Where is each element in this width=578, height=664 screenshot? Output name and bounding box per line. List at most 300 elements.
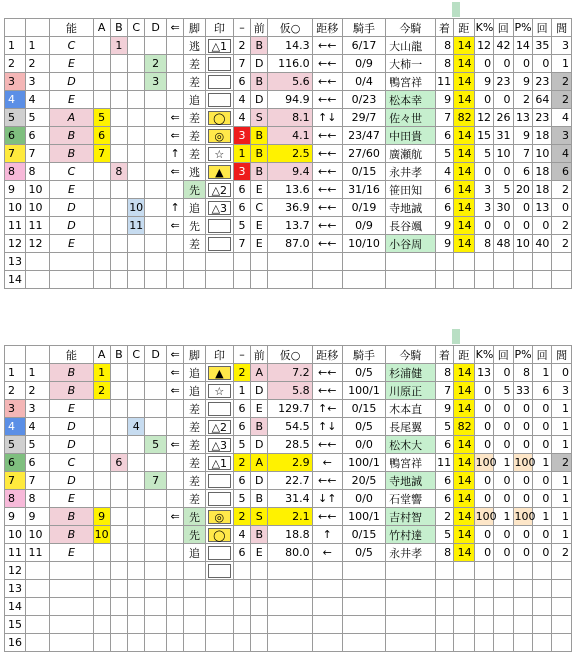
cell-jockey	[386, 271, 436, 289]
cell-jockey-record: 100/1	[342, 508, 385, 526]
cell-col-a	[93, 418, 110, 436]
cell-horse-num: 5	[25, 109, 50, 127]
col-header-k-count: 回	[494, 346, 513, 364]
cell-style	[184, 598, 206, 616]
cell-interval: 1	[552, 490, 572, 508]
table-row[interactable]	[5, 580, 572, 598]
cell-prev: 1	[233, 382, 250, 400]
cell-mark	[205, 109, 233, 127]
cell-dist-move: ↑	[312, 526, 342, 544]
cell-prev: 6	[233, 472, 250, 490]
cell-prev: 1	[233, 145, 250, 163]
cell-style	[184, 580, 206, 598]
cell-col-c	[128, 253, 145, 271]
cell-col-d	[145, 163, 167, 181]
table-row[interactable]	[5, 199, 572, 217]
cell-finish: 9	[435, 235, 453, 253]
cell-prev-grade: E	[251, 400, 268, 418]
cell-jockey-record: 10/10	[342, 235, 385, 253]
cell-distance	[454, 253, 475, 271]
cell-horse-num: 2	[25, 382, 50, 400]
cell-odds: 2.9	[268, 454, 312, 472]
mark-box[interactable]: ◎	[208, 129, 231, 143]
cell-interval: 2	[552, 181, 572, 199]
cell-style: 差	[184, 490, 206, 508]
cell-dist-move	[312, 253, 342, 271]
cell-mark	[205, 616, 233, 634]
mark-box[interactable]	[208, 546, 231, 560]
cell-dist-move: ↑←	[312, 400, 342, 418]
cell-prev-grade: B	[251, 526, 268, 544]
cell-dist-move: ←←	[312, 127, 342, 145]
cell-odds: 54.5	[268, 418, 312, 436]
table-row[interactable]	[5, 454, 572, 472]
cell-col-c	[128, 490, 145, 508]
cell-finish	[435, 253, 453, 271]
cell-p-count	[532, 253, 551, 271]
mark-box[interactable]: △1	[208, 456, 231, 470]
cell-interval: 3	[552, 382, 572, 400]
cell-finish: 6	[435, 472, 453, 490]
cell-col-c	[128, 598, 145, 616]
cell-mark	[205, 127, 233, 145]
cell-style: 逃	[184, 163, 206, 181]
table-row[interactable]	[5, 508, 572, 526]
cell-move: ↑	[166, 199, 183, 217]
cell-col-c	[128, 472, 145, 490]
cell-col-c	[128, 616, 145, 634]
mark-box[interactable]: ▲	[208, 165, 231, 179]
cell-k-pct: 5	[474, 145, 493, 163]
col-header-jockey-record: 騎手	[342, 19, 385, 37]
cell-rank	[50, 634, 93, 652]
cell-horse-num: 8	[25, 163, 50, 181]
table-row[interactable]	[5, 400, 572, 418]
cell-odds: 4.1	[268, 127, 312, 145]
cell-col-b	[110, 616, 127, 634]
cell-p-count	[532, 271, 551, 289]
cell-interval	[552, 271, 572, 289]
cell-jockey	[386, 562, 436, 580]
cell-interval	[552, 253, 572, 271]
table-row[interactable]	[5, 544, 572, 562]
cell-k-count: 30	[494, 199, 513, 217]
cell-interval: 1	[552, 418, 572, 436]
cell-distance: 82	[454, 109, 475, 127]
cell-finish: 6	[435, 490, 453, 508]
cell-interval: 2	[552, 91, 572, 109]
cell-prev-grade	[251, 562, 268, 580]
cell-prev: 2	[233, 364, 250, 382]
cell-jockey: 松本幸	[386, 91, 436, 109]
cell-move	[166, 580, 183, 598]
col-header-p-pct: P%	[513, 19, 532, 37]
cell-mark	[205, 526, 233, 544]
cell-odds: 7.2	[268, 364, 312, 382]
cell-horse-num: 6	[25, 454, 50, 472]
cell-mark	[205, 544, 233, 562]
cell-mark	[205, 37, 233, 55]
mark-box[interactable]	[208, 219, 231, 233]
cell-col-d	[145, 235, 167, 253]
col-header-col-b: B	[110, 346, 127, 364]
cell-row-num: 7	[5, 472, 26, 490]
cell-prev-grade	[251, 580, 268, 598]
cell-k-pct	[474, 253, 493, 271]
cell-col-a: 1	[93, 364, 110, 382]
cell-finish: 5	[435, 418, 453, 436]
cell-jockey: 吉村智	[386, 508, 436, 526]
cell-move: ⇐	[166, 127, 183, 145]
cell-col-b	[110, 526, 127, 544]
cell-jockey-record: 0/5	[342, 418, 385, 436]
mark-box[interactable]: △3	[208, 201, 231, 215]
cell-prev: 5	[233, 217, 250, 235]
cell-jockey: 佐々世	[386, 109, 436, 127]
cell-col-a: 5	[93, 109, 110, 127]
cell-move	[166, 544, 183, 562]
cell-jockey-record: 23/47	[342, 127, 385, 145]
cell-k-count	[494, 598, 513, 616]
cell-rank	[50, 616, 93, 634]
cell-style: 差	[184, 235, 206, 253]
table-row[interactable]	[5, 163, 572, 181]
cell-col-c	[128, 634, 145, 652]
cell-finish: 6	[435, 199, 453, 217]
cell-prev	[233, 634, 250, 652]
cell-row-num: 6	[5, 454, 26, 472]
cell-col-d	[145, 616, 167, 634]
table-row[interactable]	[5, 91, 572, 109]
cell-move: ⇐	[166, 436, 183, 454]
table-row[interactable]	[5, 145, 572, 163]
cell-p-count: 1	[532, 364, 551, 382]
cell-interval: 1	[552, 55, 572, 73]
mark-box[interactable]: ▲	[208, 366, 231, 380]
cell-p-count: 0	[532, 472, 551, 490]
cell-col-a: 6	[93, 127, 110, 145]
cell-distance: 14	[454, 217, 475, 235]
cell-finish	[435, 598, 453, 616]
cell-jockey-record: 0/23	[342, 91, 385, 109]
cell-horse-num	[25, 562, 50, 580]
cell-col-b	[110, 580, 127, 598]
cell-prev-grade	[251, 634, 268, 652]
cell-rank: D	[50, 418, 93, 436]
cell-row-num: 7	[5, 145, 26, 163]
table-row[interactable]	[5, 472, 572, 490]
cell-row-num: 12	[5, 235, 26, 253]
col-header-interval: 閭	[552, 19, 572, 37]
cell-p-pct: 33	[513, 382, 532, 400]
mark-box[interactable]	[208, 93, 231, 107]
cell-k-pct: 0	[474, 382, 493, 400]
cell-jockey: 寺地誠	[386, 199, 436, 217]
cell-col-d: 3	[145, 73, 167, 91]
cell-col-b	[110, 418, 127, 436]
cell-distance: 14	[454, 235, 475, 253]
cell-col-c	[128, 91, 145, 109]
cell-k-pct	[474, 634, 493, 652]
cell-odds: 8.1	[268, 109, 312, 127]
cell-col-a	[93, 436, 110, 454]
cell-k-pct: 0	[474, 436, 493, 454]
cell-distance: 14	[454, 91, 475, 109]
mark-box[interactable]: △1	[208, 39, 231, 53]
cell-prev-grade	[251, 616, 268, 634]
cell-move: ⇐	[166, 364, 183, 382]
cell-interval: 2	[552, 235, 572, 253]
mark-box[interactable]	[208, 237, 231, 251]
cell-distance: 14	[454, 400, 475, 418]
cell-k-pct	[474, 580, 493, 598]
cell-p-count: 18	[532, 163, 551, 181]
mark-box[interactable]: △2	[208, 183, 231, 197]
cell-mark	[205, 382, 233, 400]
mark-box[interactable]: ◯	[208, 111, 231, 125]
table-row[interactable]	[5, 55, 572, 73]
cell-dist-move: ↓↑	[312, 490, 342, 508]
mark-box[interactable]	[208, 492, 231, 506]
cell-distance	[454, 271, 475, 289]
cell-p-count	[532, 598, 551, 616]
cell-p-count: 18	[532, 181, 551, 199]
cell-k-pct	[474, 271, 493, 289]
cell-p-count: 13	[532, 199, 551, 217]
cell-style	[184, 271, 206, 289]
race-1-table	[4, 18, 572, 289]
cell-k-count: 0	[494, 217, 513, 235]
cell-move	[166, 634, 183, 652]
cell-col-a	[93, 91, 110, 109]
cell-k-pct: 100	[474, 508, 493, 526]
cell-interval: 6	[552, 163, 572, 181]
table-row[interactable]	[5, 526, 572, 544]
cell-horse-num: 11	[25, 544, 50, 562]
cell-mark	[205, 145, 233, 163]
col-header-jockey: 今騎	[386, 19, 436, 37]
cell-col-b	[110, 544, 127, 562]
cell-dist-move	[312, 580, 342, 598]
table-row[interactable]	[5, 271, 572, 289]
cell-col-a: 2	[93, 382, 110, 400]
cell-distance: 14	[454, 127, 475, 145]
cell-prev: 2	[233, 454, 250, 472]
cell-k-pct: 0	[474, 472, 493, 490]
mark-box[interactable]: ☆	[208, 384, 231, 398]
cell-col-a: 10	[93, 526, 110, 544]
mark-box[interactable]: ☆	[208, 147, 231, 161]
cell-p-count: 6	[532, 382, 551, 400]
cell-distance: 14	[454, 73, 475, 91]
cell-interval: 2	[552, 217, 572, 235]
cell-jockey: 大柿一	[386, 55, 436, 73]
cell-col-d	[145, 181, 167, 199]
cell-dist-move	[312, 616, 342, 634]
table-row[interactable]	[5, 253, 572, 271]
mark-box[interactable]	[208, 75, 231, 89]
cell-style: 差	[184, 418, 206, 436]
cell-finish: 8	[435, 55, 453, 73]
mark-box[interactable]: ◎	[208, 510, 231, 524]
cell-finish	[435, 634, 453, 652]
cell-col-d	[145, 544, 167, 562]
cell-prev-grade: D	[251, 55, 268, 73]
cell-col-b	[110, 562, 127, 580]
header-row	[5, 19, 572, 37]
cell-prev-grade	[251, 253, 268, 271]
cell-distance: 14	[454, 526, 475, 544]
cell-finish: 4	[435, 163, 453, 181]
cell-p-pct: 0	[513, 490, 532, 508]
mark-box[interactable]	[208, 402, 231, 416]
cell-k-count: 0	[494, 91, 513, 109]
col-header-rank: 能	[50, 346, 93, 364]
cell-prev-grade: D	[251, 382, 268, 400]
cell-jockey	[386, 634, 436, 652]
cell-style: 差	[184, 145, 206, 163]
cell-style: 差	[184, 109, 206, 127]
cell-distance: 14	[454, 37, 475, 55]
cell-move: ↑	[166, 145, 183, 163]
mark-box[interactable]	[208, 564, 231, 578]
cell-horse-num: 7	[25, 472, 50, 490]
cell-finish: 7	[435, 382, 453, 400]
table-row[interactable]	[5, 616, 572, 634]
cell-row-num: 10	[5, 526, 26, 544]
cell-distance: 14	[454, 55, 475, 73]
cell-prev: 6	[233, 418, 250, 436]
table-row[interactable]	[5, 634, 572, 652]
cell-col-b	[110, 235, 127, 253]
cell-prev: 4	[233, 109, 250, 127]
table-row[interactable]	[5, 382, 572, 400]
cell-col-b	[110, 181, 127, 199]
table-row[interactable]	[5, 127, 572, 145]
cell-row-num: 14	[5, 271, 26, 289]
cell-k-count: 26	[494, 109, 513, 127]
mark-box[interactable]	[208, 474, 231, 488]
cell-distance: 14	[454, 436, 475, 454]
cell-move	[166, 400, 183, 418]
col-header-row-num	[5, 346, 26, 364]
cell-p-pct: 0	[513, 55, 532, 73]
cell-jockey-record: 27/60	[342, 145, 385, 163]
mark-box[interactable]	[208, 57, 231, 71]
cell-col-d	[145, 490, 167, 508]
table-row[interactable]	[5, 109, 572, 127]
table-row[interactable]	[5, 217, 572, 235]
cell-odds	[268, 253, 312, 271]
table-row[interactable]	[5, 37, 572, 55]
cell-move	[166, 616, 183, 634]
cell-p-pct: 14	[513, 37, 532, 55]
cell-odds	[268, 598, 312, 616]
table-row[interactable]	[5, 490, 572, 508]
table-row[interactable]	[5, 364, 572, 382]
cell-interval	[552, 616, 572, 634]
cell-jockey-record	[342, 634, 385, 652]
cell-rank: E	[50, 91, 93, 109]
cell-interval: 1	[552, 472, 572, 490]
cell-prev-grade: D	[251, 436, 268, 454]
cell-k-count	[494, 271, 513, 289]
cell-move	[166, 271, 183, 289]
cell-distance: 14	[454, 508, 475, 526]
cell-jockey-record: 0/4	[342, 73, 385, 91]
table-row[interactable]	[5, 73, 572, 91]
cell-dist-move	[312, 634, 342, 652]
table-row[interactable]	[5, 562, 572, 580]
cell-jockey: 川原正	[386, 382, 436, 400]
cell-jockey-record	[342, 580, 385, 598]
race-2-header	[4, 329, 572, 345]
cell-jockey-record: 0/0	[342, 490, 385, 508]
cell-k-pct: 15	[474, 127, 493, 145]
col-header-prev: –	[233, 19, 250, 37]
cell-dist-move: ←←	[312, 163, 342, 181]
cell-interval: 2	[552, 73, 572, 91]
cell-prev-grade: D	[251, 472, 268, 490]
cell-horse-num: 8	[25, 490, 50, 508]
cell-mark	[205, 217, 233, 235]
cell-col-c: 4	[128, 418, 145, 436]
cell-col-c	[128, 508, 145, 526]
cell-style: 逃	[184, 37, 206, 55]
mark-box[interactable]: ◯	[208, 528, 231, 542]
table-row[interactable]	[5, 436, 572, 454]
cell-p-pct	[513, 598, 532, 616]
cell-style: 追	[184, 544, 206, 562]
cell-jockey	[386, 598, 436, 616]
cell-k-count: 5	[494, 382, 513, 400]
cell-odds: 94.9	[268, 91, 312, 109]
cell-horse-num: 3	[25, 73, 50, 91]
cell-odds: 36.9	[268, 199, 312, 217]
cell-k-pct: 0	[474, 418, 493, 436]
cell-prev: 6	[233, 400, 250, 418]
table-row[interactable]	[5, 418, 572, 436]
col-header-interval: 閭	[552, 346, 572, 364]
cell-prev-grade: D	[251, 91, 268, 109]
cell-interval: 3	[552, 37, 572, 55]
mark-box[interactable]: △3	[208, 438, 231, 452]
cell-col-a	[93, 454, 110, 472]
mark-box[interactable]: △2	[208, 420, 231, 434]
table-row[interactable]	[5, 598, 572, 616]
col-header-distance: 距	[454, 346, 475, 364]
table-row[interactable]	[5, 235, 572, 253]
cell-p-pct: 20	[513, 181, 532, 199]
cell-col-d	[145, 253, 167, 271]
cell-odds	[268, 562, 312, 580]
cell-odds: 129.7	[268, 400, 312, 418]
cell-odds	[268, 580, 312, 598]
cell-p-count	[532, 634, 551, 652]
cell-prev: 2	[233, 508, 250, 526]
cell-p-pct: 0	[513, 472, 532, 490]
col-header-p-count: 回	[532, 346, 551, 364]
table-row[interactable]	[5, 181, 572, 199]
cell-rank: D	[50, 472, 93, 490]
cell-move: ⇐	[166, 382, 183, 400]
cell-dist-move: ←←	[312, 55, 342, 73]
cell-prev-grade: B	[251, 418, 268, 436]
cell-rank: B	[50, 145, 93, 163]
cell-row-num: 15	[5, 616, 26, 634]
cell-col-a	[93, 400, 110, 418]
cell-finish: 9	[435, 91, 453, 109]
